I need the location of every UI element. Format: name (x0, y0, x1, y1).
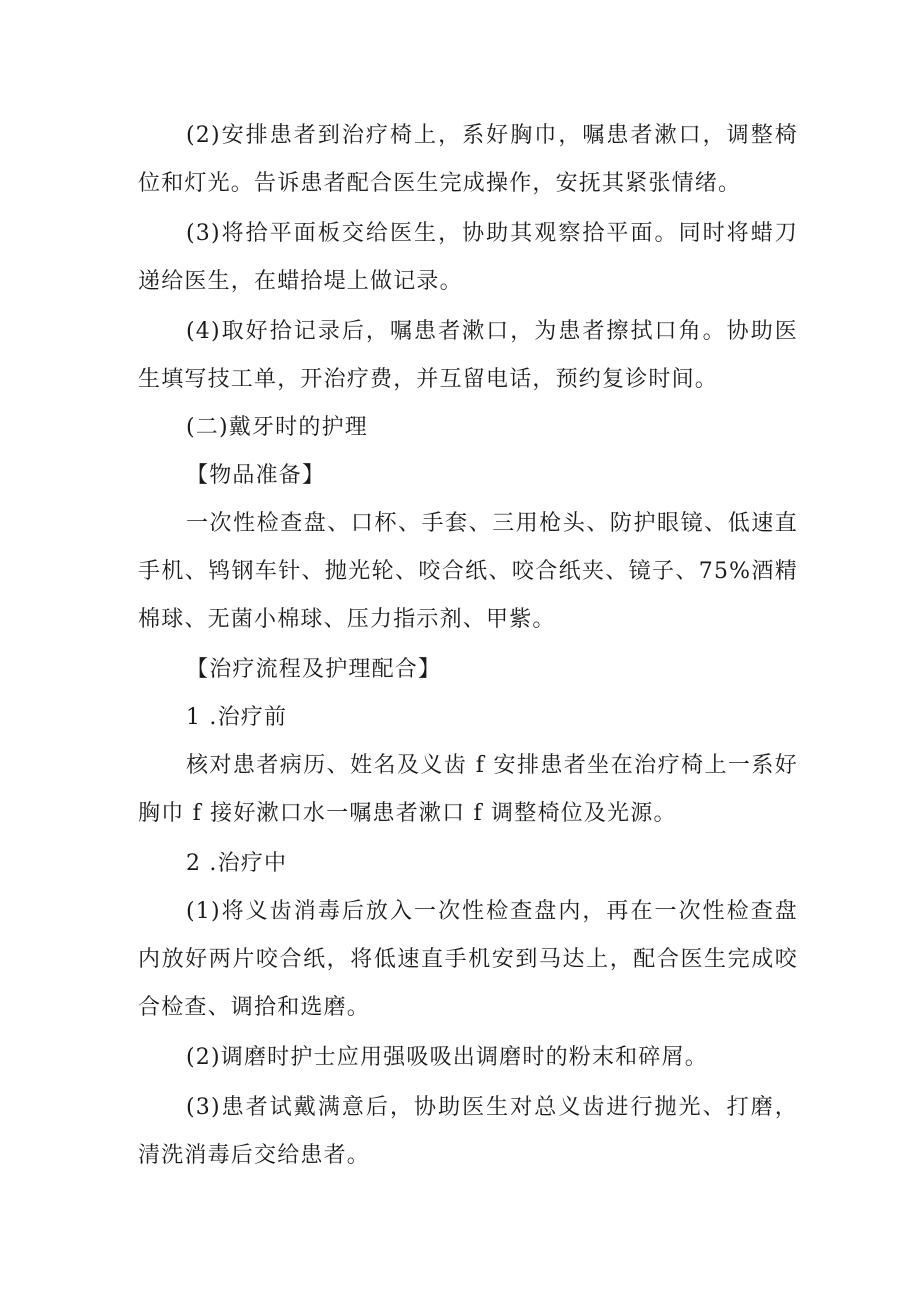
paragraph-step-3: (3)将拾平面板交给医生，协助其观察拾平面。同时将蜡刀递给医生，在蜡拾堤上做记录。 (138, 221, 798, 294)
subheading-materials: 【物品准备】 (186, 463, 326, 488)
heading-during-treatment: 2 .治疗中 (186, 851, 288, 876)
paragraph-during-step-1: (1)将义齿消毒后放入一次性检查盘内，再在一次性检查盘内放好两片咬合纸，将低速直手机安到马达上，配合医生完成咬合检查、调拾和选磨。 (138, 899, 798, 1020)
paragraph-step-2: (2)安排患者到治疗椅上，系好胸巾，嘱患者漱口，调整椅位和灯光。告诉患者配合医生完成操作，安抚其紧张情绪。 (138, 123, 798, 196)
subheading-procedure: 【治疗流程及护理配合】 (186, 657, 442, 682)
document-body (138, 112, 798, 1180)
paragraph-before-treatment: 核对患者病历、姓名及义齿 f 安排患者坐在治疗椅上一系好胸巾 f 接好漱口水一嘱患者漱口 f 调整椅位及光源。 (138, 753, 798, 826)
paragraph-step-4: (4)取好拾记录后，嘱患者漱口，为患者擦拭口角。协助医生填写技工单，开治疗费，并互留电话，预约复诊时间。 (138, 319, 798, 392)
heading-before-treatment: 1 .治疗前 (186, 705, 288, 730)
section-heading-denture-delivery: (二)戴牙时的护理 (186, 415, 368, 440)
paragraph-during-step-2: (2)调磨时护士应用强吸吸出调磨时的粉末和碎屑。 (186, 1045, 708, 1070)
paragraph-materials-list: 一次性检查盘、口杯、手套、三用枪头、防护眼镜、低速直手机、鸨钢车针、抛光轮、咬合纸、咬合纸夹、镜子、75%酒精棉球、无菌小棉球、压力指示剂、甲紫。 (138, 511, 798, 632)
paragraph-during-step-3: (3)患者试戴满意后，协助医生对总义齿进行抛光、打磨，清洗消毒后交给患者。 (138, 1095, 798, 1168)
